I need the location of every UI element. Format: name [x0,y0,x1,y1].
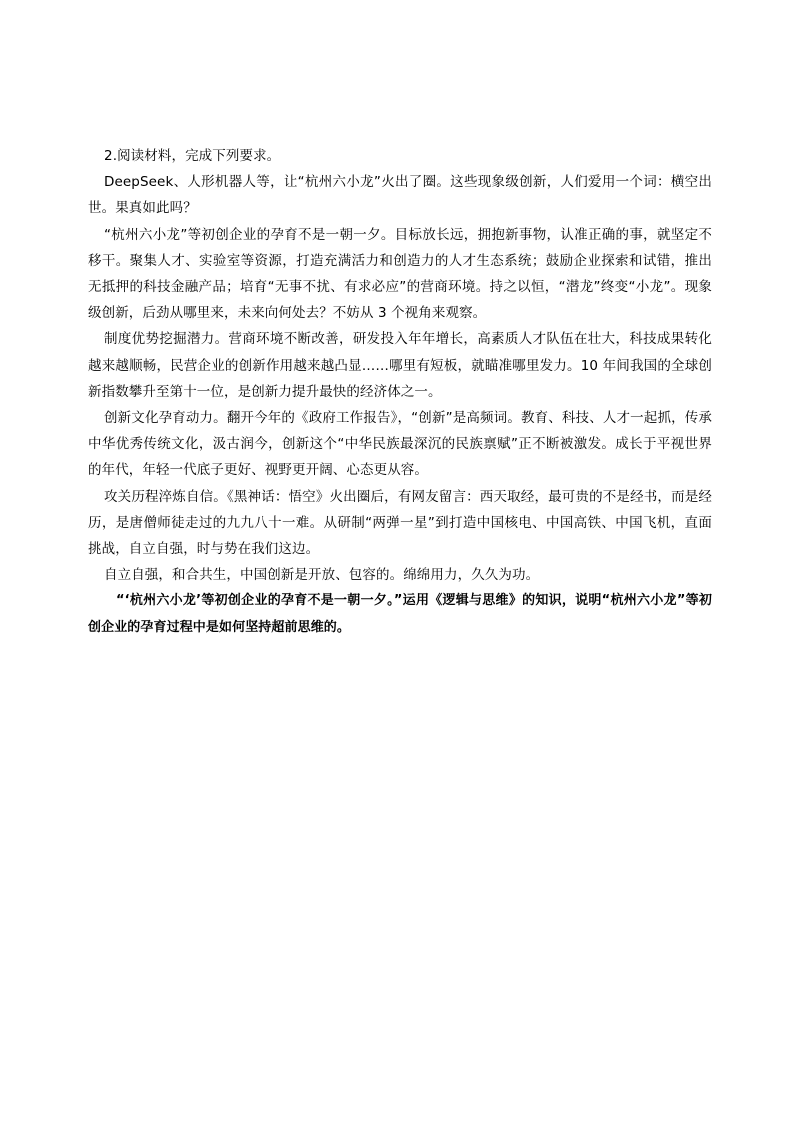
material-paragraph-intro: DeepSeek、人形机器人等，让“杭州六小龙”火出了圈。这些现象级创新，人们爱用一个词：横空出世。果真如此吗？ [88,174,712,217]
document-body [88,143,712,641]
question-prompt: “‘杭州六小龙’等初创企业的孕育不是一朝一夕。”运用《逻辑与思维》的知识，说明“杭州六小龙”等初创企业的孕育过程中是如何坚持超前思维的。 [88,593,712,635]
material-paragraph-institutional-advantage: 制度优势挖掘潜力。营商环境不断改善，研发投入年年增长，高素质人才队伍在壮大，科技成果转化越来越顺畅，民营企业的创新作用越来越凸显……哪里有短板，就瞄准哪里发力。10 年间我国的全球创新指数攀升至第十一位，是创新力提升最快的经济体之一。 [88,331,712,400]
material-paragraph-innovation-culture: 创新文化孕育动力。翻开今年的《政府工作报告》，“创新”是高频词。教育、科技、人才一起抓，传承中华优秀传统文化，汲古润今，创新这个“中华民族最深沉的民族禀赋”正不断被激发。成长于平视世界的年代，年轻一代底子更好、视野更开阔、心态更从容。 [88,410,712,479]
material-paragraph-conclusion: 自立自强，和合共生，中国创新是开放、包容的。绵绵用力，久久为功。 [104,567,540,584]
material-paragraph-confidence: 攻关历程淬炼自信。《黑神话：悟空》火出圈后，有网友留言：西天取经，最可贵的不是经书，而是经历，是唐僧师徒走过的九九八十一难。从研制“两弹一星”到打造中国核电、中国高铁、中国飞机，直面挑战，自立自强，时与势在我们这边。 [88,488,712,558]
question-heading: 2.阅读材料，完成下列要求。 [104,148,281,164]
material-paragraph-incubation: “杭州六小龙”等初创企业的孕育不是一朝一夕。目标放长远，拥抱新事物，认准正确的事，就坚定不移干。聚集人才、实验室等资源，打造充满活力和创造力的人才生态系统；鼓励企业探索和试错，推出无抵押的科技金融产品；培育“无事不扰、有求必应”的营商环境。持之以恒，“潜龙”终变“小龙”。现象级创新，后劲从哪里来，未来向何处去？不妨从 3 个视角来观察。 [88,226,712,322]
